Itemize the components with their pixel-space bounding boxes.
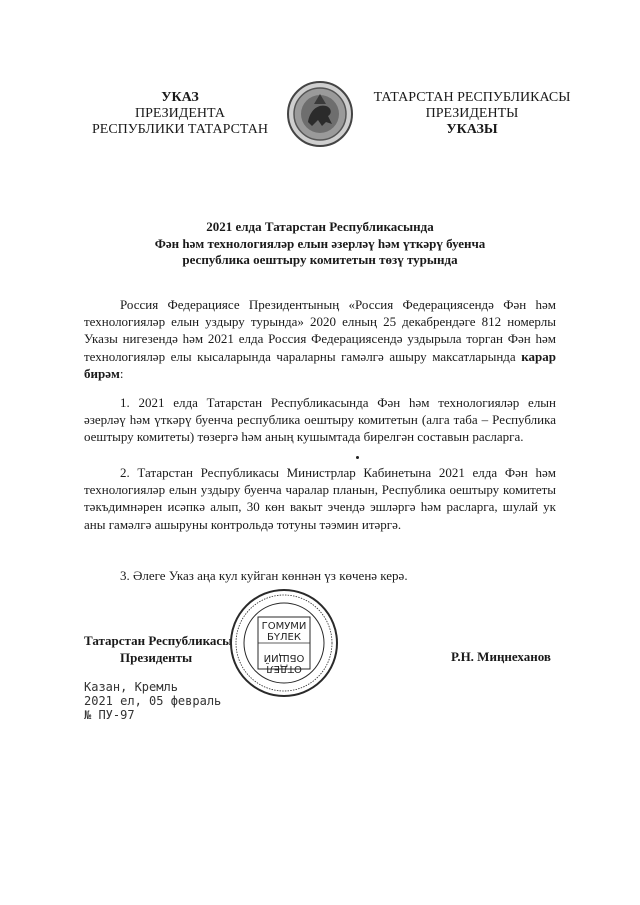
signatory-position-line-2: Президенты <box>120 650 193 665</box>
clause-2: 2. Татарстан Республикасы Министрлар Кабинетына 2021 елда Фән һәм технологияләр елын уздыру буенча чаралар планын, Республика оештыру комитеты тәкъдимнәрен исәпкә алып, 30 көн вакыт эчендә эшләргә һәм расларга, шулай ук аны гамәлгә ашыруны контрольдә тотуны тәэмин итәргә. <box>84 465 556 532</box>
header-left-line-2: ПРЕЗИДЕНТА <box>135 106 225 121</box>
preamble-paragraph <box>84 296 556 382</box>
stamp-line-4: ОТДЕЛ <box>266 663 302 674</box>
signatory-position-line-1: Татарстан Республикасы <box>84 633 233 648</box>
header-right-line-1: ТАТАРСТАН РЕСПУБЛИКАСЫ <box>373 90 571 105</box>
header-left <box>80 90 280 138</box>
header-left-line-3: РЕСПУБЛИКИ ТАТАРСТАН <box>91 122 268 137</box>
decree-phrase: карар бирәм <box>84 348 556 381</box>
header-right-line-3: УКАЗЫ <box>446 122 498 137</box>
coat-of-arms-emblem <box>286 80 354 148</box>
preamble-text: Россия Федерациясе Президентының «Россия Федерациясендә Фән һәм технологияләр елын уздыру турында» 2020 елның 25 декабрендәге 812 номерлы Указы нигезендә һәм 2021 елда Россия Федерациясендә уздырыла торган Фән һәм технологияләр елы кысаларында чараларны гамәлгә ашыру максатларында <box>84 297 556 364</box>
title-line-2: Фән һәм технологияләр елын әзерләү һәм үткәрү буенча <box>154 235 486 251</box>
footer <box>84 680 221 722</box>
clause-3: 3. Әлеге Указ аңа кул куйган көннән үз көченә керә. <box>120 568 408 583</box>
ink-dot <box>356 456 359 459</box>
header-right-line-2: ПРЕЗИДЕНТЫ <box>425 106 519 121</box>
header-left-line-1: УКАЗ <box>161 90 199 105</box>
signatory-name: Р.Н. Миңнеханов <box>451 649 551 664</box>
clause-1: 1. 2021 елда Татарстан Республикасында Фән һәм технологияләр елын әзерләү һәм үткәрү буенча республика оештыру комитетын (алга таба – Республика оештыру комитеты) төзергә һәм аның кушымтада бирелгән составын расларга. <box>84 395 556 445</box>
stamp-line-2: БҮЛЕК <box>267 632 301 643</box>
footer-number: № ПУ-97 <box>84 708 135 722</box>
footer-date: 2021 ел, 05 февраль <box>84 694 222 708</box>
official-stamp <box>228 587 340 699</box>
title-line-3: республика оештыру комитетын төзү турында <box>182 252 458 267</box>
signatory-position <box>84 632 232 666</box>
header-right <box>362 90 582 138</box>
document-title <box>80 219 560 269</box>
footer-place: Казан, Кремль <box>84 680 178 694</box>
preamble-colon: : <box>119 365 124 381</box>
stamp-line-3: ОБЩИЙ <box>263 652 305 663</box>
stamp-line-1: ГОМУМИ <box>261 621 307 632</box>
title-line-1: 2021 елда Татарстан Республикасында <box>206 219 434 234</box>
